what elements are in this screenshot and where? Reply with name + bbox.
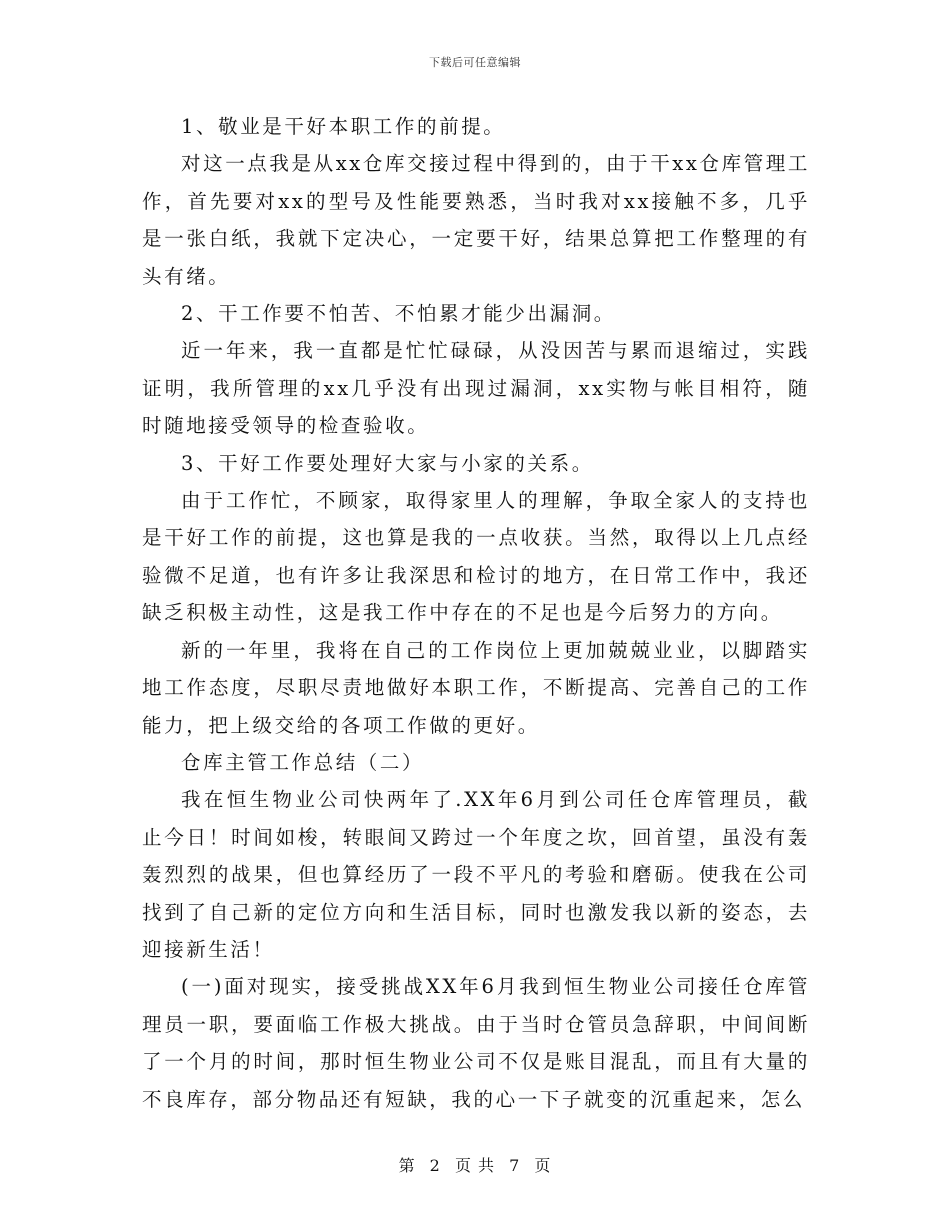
paragraph-9: (一)面对现实，接受挑战XX年6月我到恒生物业公司接任仓库管理员一职，要面临工作极大挑战。由于当时仓管员急辞职，中间间断了一个月的时间，那时恒生物业公司不仅是账目混乱，而且有大量的不良库存，部分物品还有短缺，我的心一下子就变的沉重起来，怎么 bbox=[142, 975, 810, 1111]
paragraph-8: 我在恒生物业公司快两年了.XX年6月到公司任仓库管理员，截止今日！时间如梭，转眼间又跨过一个年度之坎，回首望，虽没有轰轰烈烈的战果，但也算经历了一段不平凡的考验和磨砺。使我在公司找到了自己新的定位方向和生活目标，同时也激发我以新的姿态，去迎接新生活！ bbox=[142, 788, 810, 961]
footer-middle: 页 共 bbox=[454, 1156, 496, 1175]
section-title: 仓库主管工作总结（二） bbox=[181, 750, 425, 774]
footer-prefix: 第 bbox=[398, 1156, 416, 1175]
footer-total-pages: 7 bbox=[509, 1156, 521, 1175]
footer-page-number: 2 bbox=[429, 1156, 441, 1175]
paragraph-5: 3、干好工作要处理好大家与小家的关系。 bbox=[181, 451, 594, 475]
paragraph-1: 1、敬业是干好本职工作的前提。 bbox=[181, 115, 506, 138]
page-header-note: 下载后可任意编辑 bbox=[429, 56, 521, 69]
footer-suffix: 页 bbox=[534, 1156, 552, 1175]
page-footer bbox=[0, 1153, 950, 1176]
paragraph-2: 对这一点我是从xx仓库交接过程中得到的，由于干xx仓库管理工作，首先要对xx的型号及性能要熟悉，当时我对xx接触不多，几乎是一张白纸，我就下定决心，一定要干好，结果总算把工作整理的有头有绪。 bbox=[142, 152, 810, 288]
paragraph-3: 2、干工作要不怕苦、不怕累才能少出漏洞。 bbox=[181, 302, 616, 326]
paragraph-6: 由于工作忙，不顾家，取得家里人的理解，争取全家人的支持也是干好工作的前提，这也算是我的一点收获。当然，取得以上几点经验微不足道，也有许多让我深思和检讨的地方，在日常工作中，我还缺乏积极主动性，这是我工作中存在的不足也是今后努力的方向。 bbox=[142, 489, 810, 625]
document-body bbox=[142, 108, 810, 1118]
paragraph-4: 近一年来，我一直都是忙忙碌碌，从没因苦与累而退缩过，实践证明，我所管理的xx几乎没有出现过漏洞，xx实物与帐目相符，随时随地接受领导的检查验收。 bbox=[142, 339, 810, 438]
paragraph-7: 新的一年里，我将在自己的工作岗位上更加兢兢业业，以脚踏实地工作态度，尽职尽责地做好本职工作，不断提高、完善自己的工作能力，把上级交给的各项工作做的更好。 bbox=[142, 638, 810, 737]
